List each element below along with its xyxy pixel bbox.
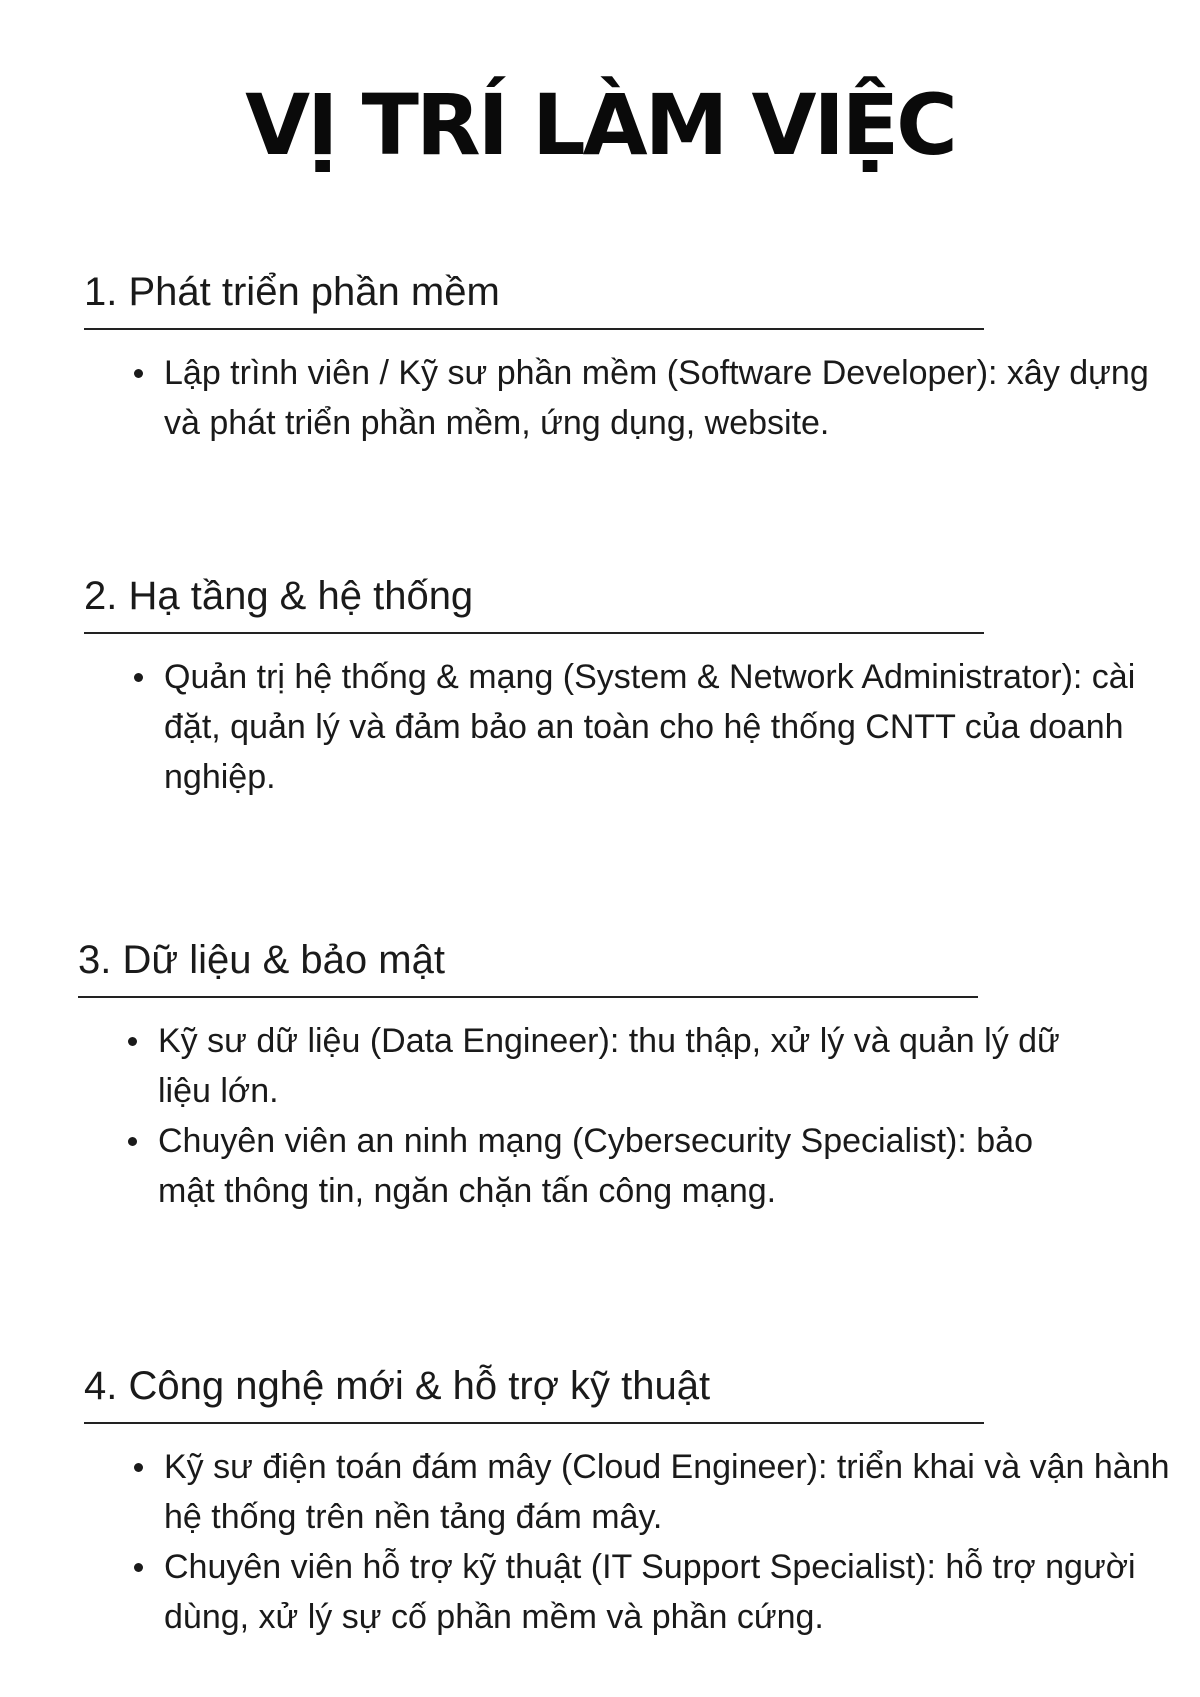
section-heading: 2. Hạ tầng & hệ thống [84,570,984,634]
page-title: VỊ TRÍ LÀM VIỆC [245,76,955,174]
list-item: Chuyên viên hỗ trợ kỹ thuật (IT Support Specialist): hỗ trợ người dùng, xử lý sự cố phần mềm và phần cứng. [164,1542,1184,1642]
list-item: Quản trị hệ thống & mạng (System & Network Administrator): cài đặt, quản lý và đảm bảo an toàn cho hệ thống CNTT của doanh nghiệp. [164,652,1144,802]
list-item: Lập trình viên / Kỹ sư phần mềm (Software Developer): xây dựng và phát triển phần mềm, ứng dụng, website. [164,348,1164,448]
bullet-list [84,348,1184,448]
list-item: Chuyên viên an ninh mạng (Cybersecurity Specialist): bảo mật thông tin, ngăn chặn tấn công mạng. [158,1116,1078,1216]
section-heading: 4. Công nghệ mới & hỗ trợ kỹ thuật [84,1360,984,1424]
list-item: Kỹ sư dữ liệu (Data Engineer): thu thập, xử lý và quản lý dữ liệu lớn. [158,1016,1078,1116]
bullet-list [78,1016,1178,1216]
section-infrastructure-systems [84,570,1184,802]
bullet-list [84,1442,1184,1642]
section-software-development [84,266,1184,448]
section-data-security [78,934,1178,1216]
bullet-list [84,652,1184,802]
section-heading: 3. Dữ liệu & bảo mật [78,934,978,998]
list-item: Kỹ sư điện toán đám mây (Cloud Engineer): triển khai và vận hành hệ thống trên nền tảng đám mây. [164,1442,1184,1542]
section-heading: 1. Phát triển phần mềm [84,266,984,330]
section-new-tech-support [84,1360,1184,1642]
